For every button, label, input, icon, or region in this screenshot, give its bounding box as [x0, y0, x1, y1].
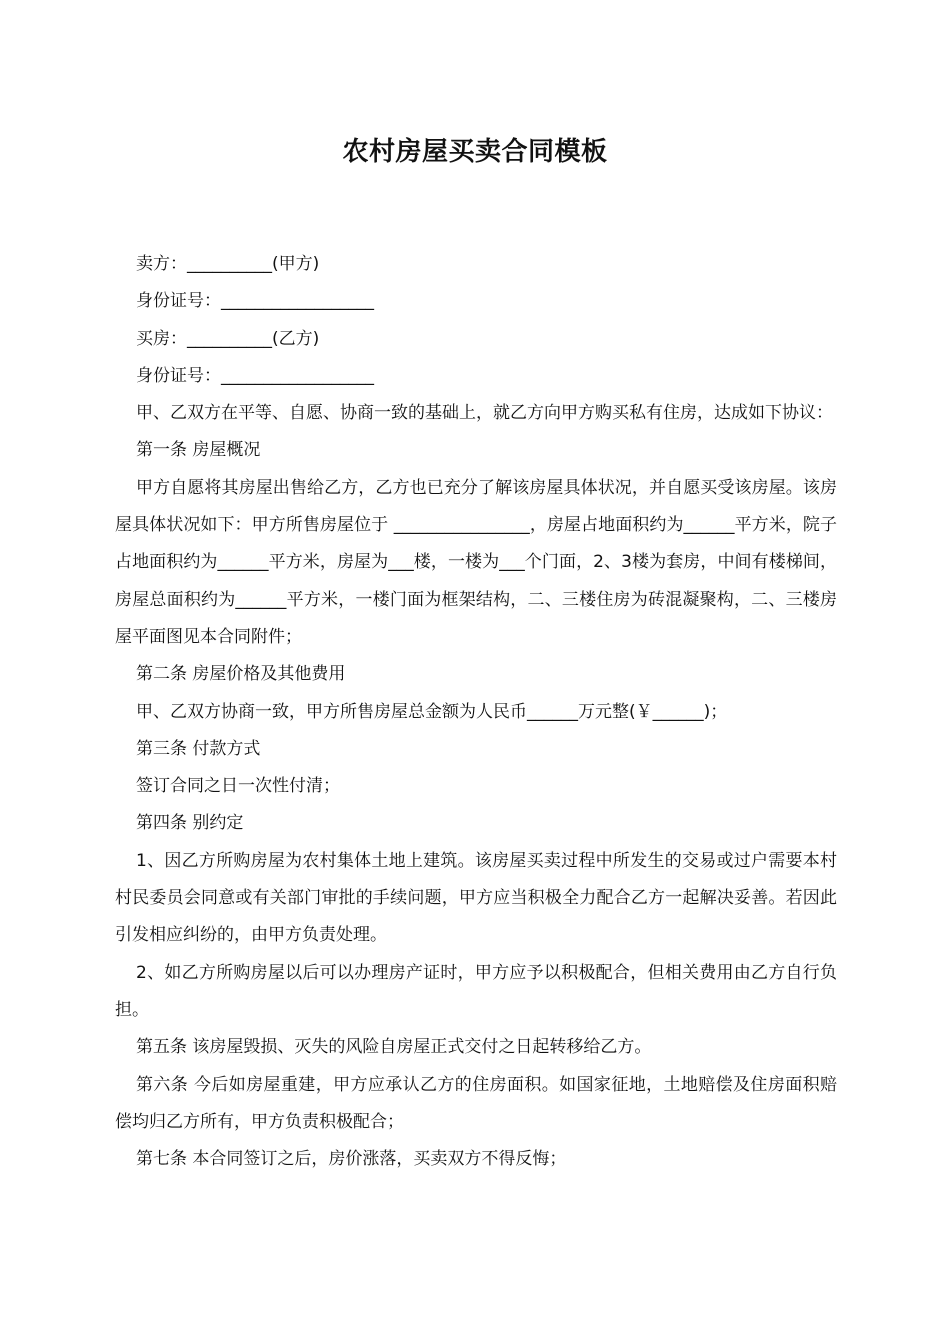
article-3-heading: 第三条 付款方式 [136, 738, 261, 759]
article-1-heading: 第一条 房屋概况 [136, 440, 261, 461]
buyer-line: 买房：__________(乙方) [136, 328, 320, 349]
article-5-text: 第五条 该房屋毁损、灭失的风险自房屋正式交付之日起转移给乙方。 [136, 1037, 652, 1058]
article-2-heading: 第二条 房屋价格及其他费用 [136, 664, 346, 685]
article-4-item-2: 2、如乙方所购房屋以后可以办理房产证时，甲方应予以积极配合，但相关费用由乙方自行负担。 [115, 962, 837, 1020]
document-body [115, 246, 837, 1178]
buyer-id-line: 身份证号：__________________ [136, 365, 374, 386]
article-6-text: 第六条 今后如房屋重建，甲方应承认乙方的住房面积。如国家征地，土地赔偿及住房面积赔偿均归乙方所有，甲方负责积极配合； [115, 1074, 837, 1132]
article-3-text: 签订合同之日一次性付清； [136, 776, 340, 797]
seller-id-line: 身份证号：__________________ [136, 291, 374, 312]
agreement-intro: 甲、乙双方在平等、自愿、协商一致的基础上，就乙方向甲方购买私有住房，达成如下协议： [136, 403, 833, 424]
article-2-text: 甲、乙双方协商一致，甲方所售房屋总金额为人民币______万元整(￥______)； [136, 701, 728, 722]
seller-line: 卖方：__________(甲方) [136, 254, 320, 274]
article-4-heading: 第四条 别约定 [136, 813, 244, 834]
article-1-text: 甲方自愿将其房屋出售给乙方，乙方也已充分了解该房屋具体状况，并自愿买受该房屋。该房屋具体状况如下：甲方所售房屋位于 ________________，房屋占地面积约为______平方米，院子占地面积约为______平方米，房屋为___楼，一楼为___个门面，2、3楼为套房，中间有楼梯间，房屋总面积约为______平方米，一楼门面为框架结构，二、三楼住房为砖混凝聚构，二、三楼房屋平面图见本合同附件； [115, 477, 837, 647]
document-title: 农村房屋买卖合同模板 [342, 137, 608, 167]
article-7-text: 第七条 本合同签订之后，房价涨落，买卖双方不得反悔； [136, 1149, 567, 1170]
article-4-item-1: 1、因乙方所购房屋为农村集体土地上建筑。该房屋买卖过程中所发生的交易或过户需要本村村民委员会同意或有关部门审批的手续问题，甲方应当积极全力配合乙方一起解决妥善。若因此引发相应纠纷的，由甲方负责处理。 [115, 850, 837, 946]
